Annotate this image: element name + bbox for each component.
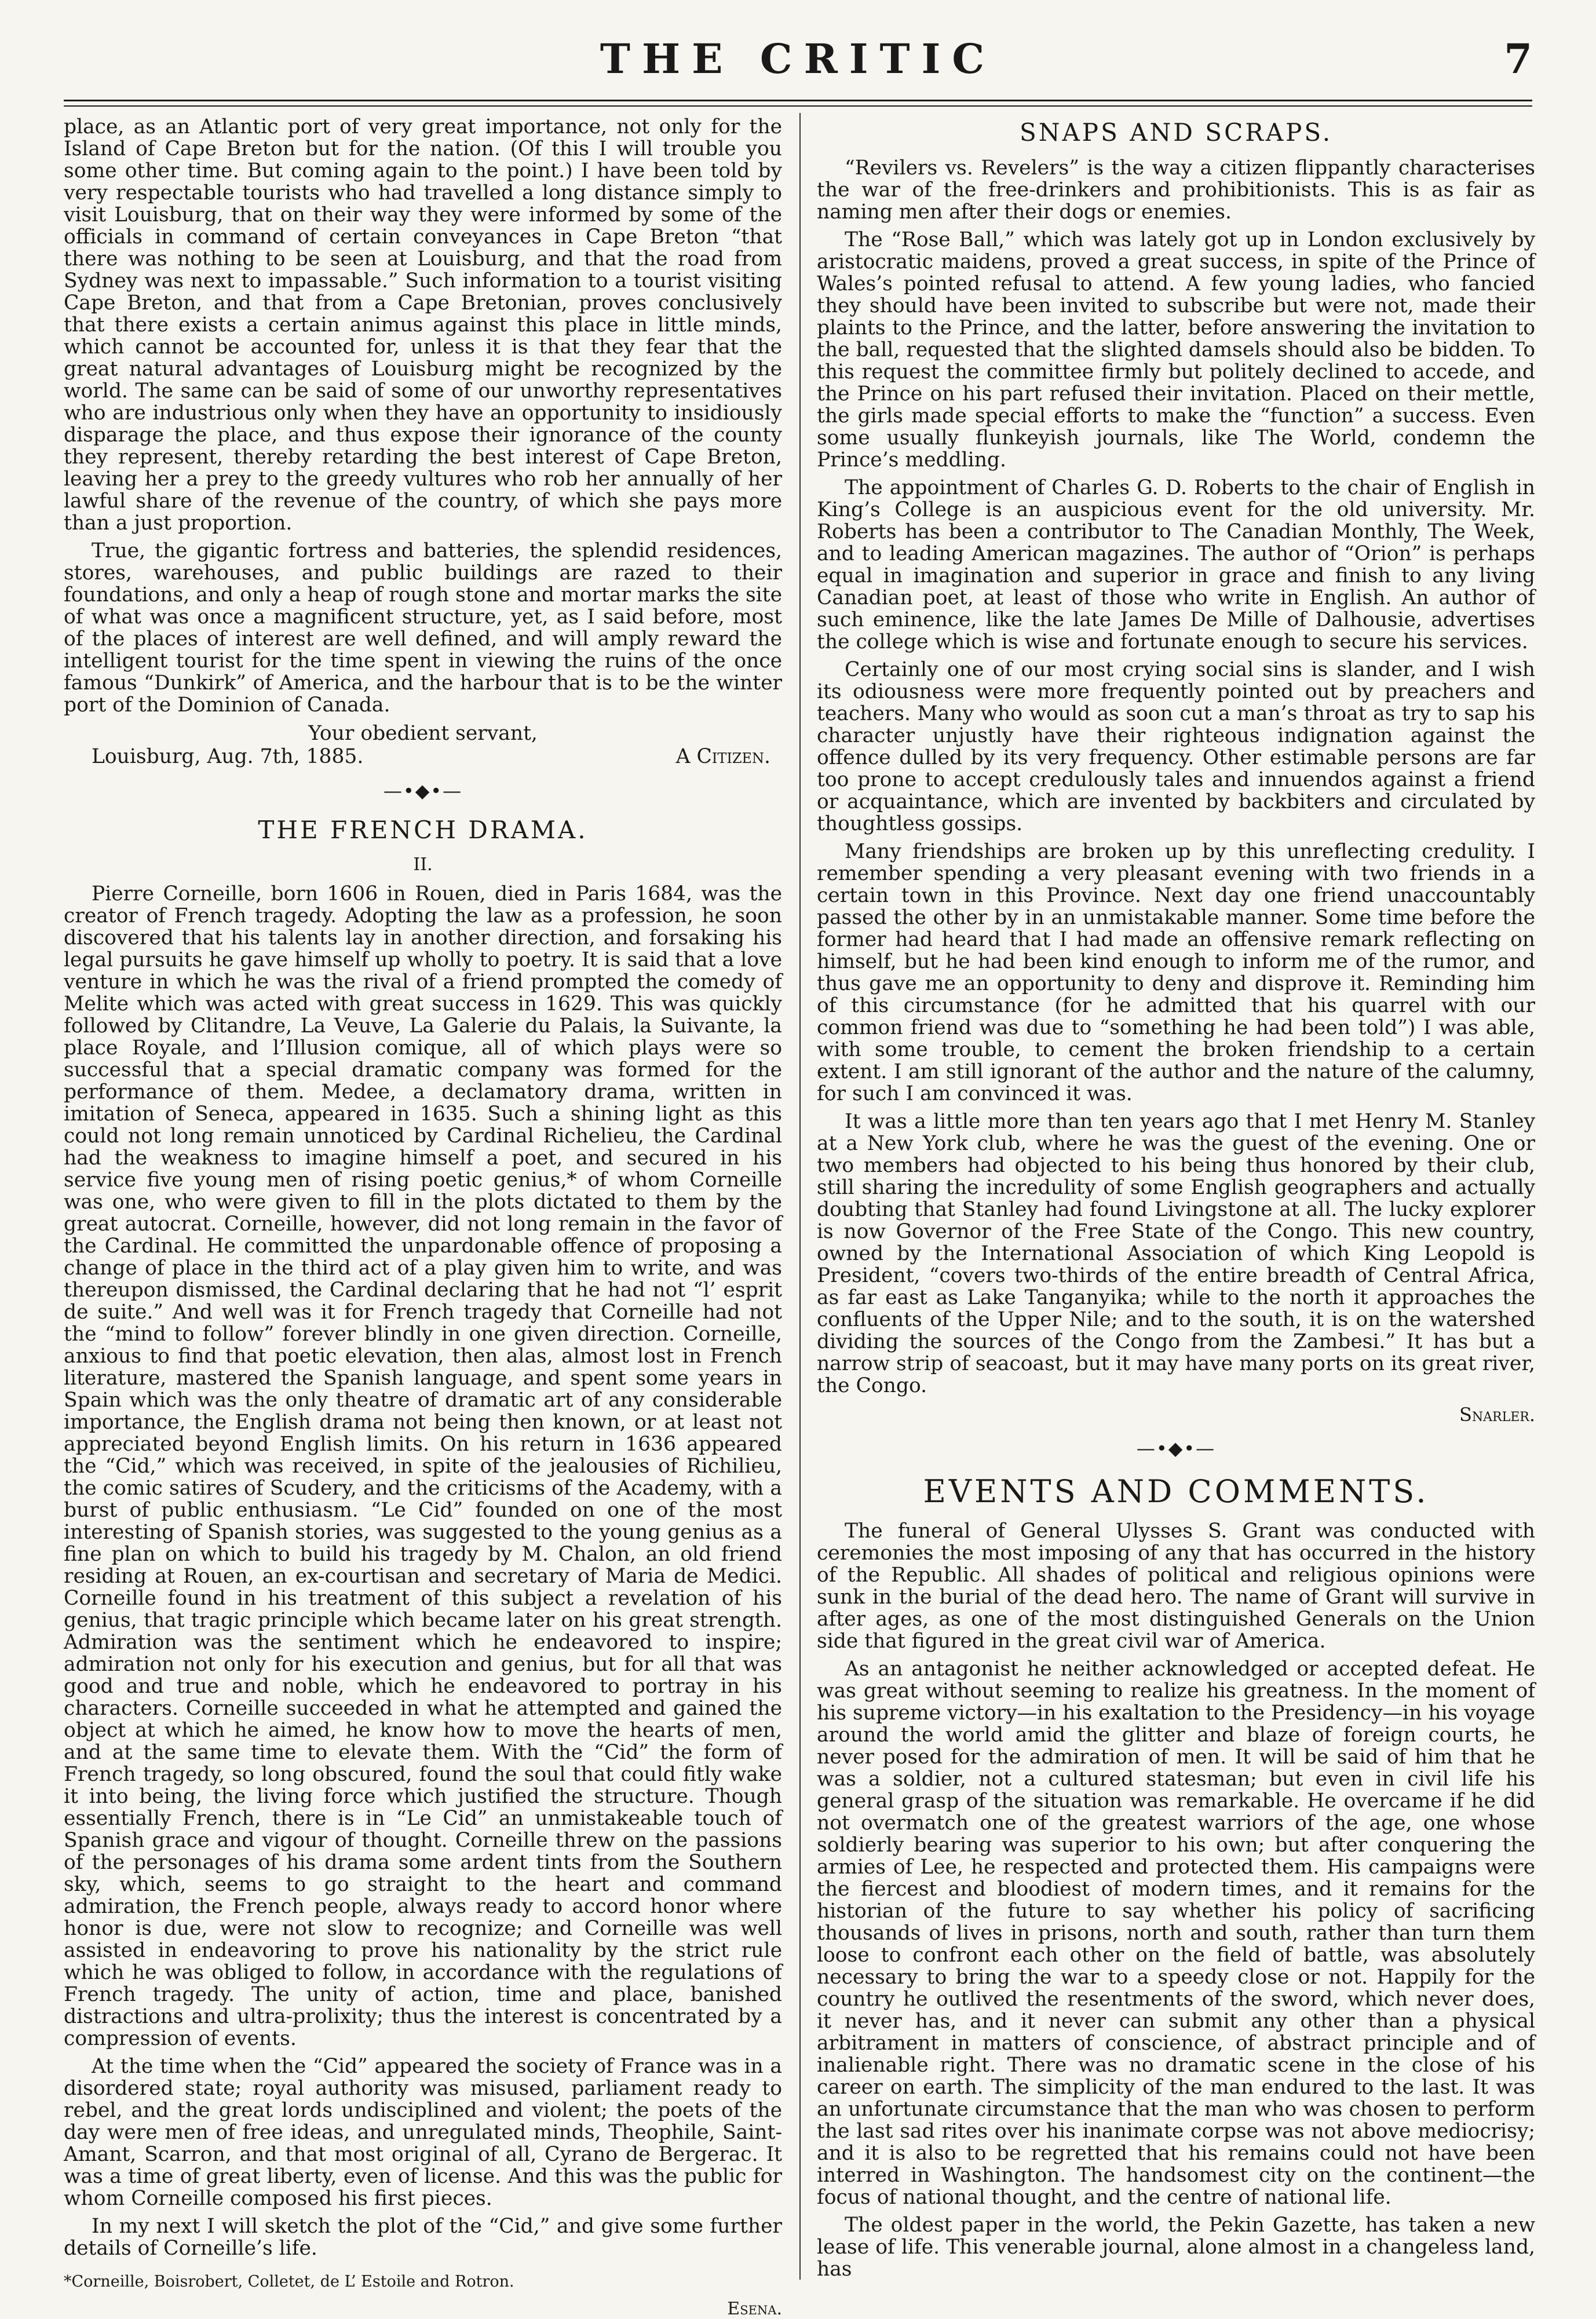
snaps-paragraph: Certainly one of our most crying social sins is slander, and I wish its odiousness were more frequently pointed out by preachers and teachers. Many who would as soon cut a man’s throat as try to sap his character unjustly have their righteous indignation against the offence dulled by its very frequency. Other estimable persons are far too prone to accept credulously tales and innuendos against a friend or acquaintance, which are invented by backbiters and circulated by thoughtless gossips.: [817, 658, 1535, 835]
snaps-signature: Snarler.: [1459, 1404, 1535, 1426]
column-divider: [799, 113, 801, 2280]
snaps-paragraph: The appointment of Charles G. D. Roberts to the chair of English in King’s College is an auspicious event for the old university. Mr. Roberts has been a contributor to The Canadian Monthly, The Week, and to leading American magazines. The author of “Orion” is perhaps equal in imagination and superior in grace and finish to any living Canadian poet, at least of those who write in English. An author of such eminence, like the late James De Mille of Dalhousie, advertises the college which is wise and fortunate enough to secure his services.: [817, 476, 1535, 653]
page-number: 7: [1504, 35, 1532, 83]
letter-closing: Your obedient servant,: [308, 722, 538, 745]
masthead: [64, 35, 1532, 98]
events-paragraph: The oldest paper in the world, the Pekin Gazette, has taken a new lease of life. This venerable journal, alone almost in a changeless land, has: [817, 2214, 1535, 2281]
drama-paragraph: At the time when the “Cid” appeared the society of France was in a disordered state; royal authority was misused, parliament ready to rebel, and the great lords undisciplined and violent; the poets of the day were men of free ideas, and unregulated minds, Theophile, Saint-Amant, Scarron, and that most original of all, Cyrano de Bergerac. It was a time of great liberty, even of license. And this was the public for whom Corneille composed his first pieces.: [64, 2055, 782, 2210]
letter-paragraph: True, the gigantic fortress and batteries, the splendid residences, stores, warehouses, and public buildings are razed to their foundations, and only a heap of rough stone and mortar marks the site of what was once a magnificent structure, yet, as I said before, most of the places of interest are well defined, and will amply reward the intelligent tourist for the time spent in viewing the ruins of the once famous “Dunkirk” of America, and the harbour that is to be the winter port of the Dominion of Canada.: [64, 539, 782, 717]
section-heading-events: EVENTS AND COMMENTS.: [923, 1473, 1429, 1510]
newspaper-title: THE CRITIC: [600, 35, 996, 83]
drama-paragraph: In my next I will sketch the plot of the “Cid,” and give some further details of Corneille’s life.: [64, 2215, 782, 2260]
events-paragraph: The funeral of General Ulysses S. Grant was conducted with ceremonies the most imposing of any that has occurred in the history of the Republic. All shades of political and religious opinions were sunk in the burial of the dead hero. The name of Grant will survive in after ages, as one of the most distinguished Generals on the Union side that figured in the great civil war of America.: [817, 1520, 1535, 1653]
section-ornament: —•◆•—: [383, 780, 463, 802]
footnote: *Corneille, Boisrobert, Colletet, de L’ Estoile and Rotron.: [64, 2273, 514, 2291]
drama-paragraph: Pierre Corneille, born 1606 in Rouen, died in Paris 1684, was the creator of French tragedy. Adopting the law as a profession, he soon discovered that his talents lay in another direction, and forsaking his legal pursuits he gave himself up wholly to poetry. It is said that a love venture in which he was the rival of a friend prompted the comedy of Melite which was acted with great success in 1629. This was quickly followed by Clitandre, La Veuve, La Galerie du Palais, la Suivante, la place Royale, and l’Illusion comique, all of which plays were so successful that a special dramatic company was formed for the performance of them. Medee, a declamatory drama, written in imitation of Seneca, appeared in 1635. Such a shining light as this could not long remain unnoticed by Cardinal Richelieu, the Cardinal had the weakness to imagine himself a poet, and secured in his service five young men of rising poetic genius,* of whom Corneille was one, who were given to fill in the plots dictated to them by the great autocrat. Corneille, however, did not long remain in the favor of the Cardinal. He committed the unpardonable offence of proposing a change of place in the third act of a play given him to write, and was thereupon dismissed, the Cardinal declaring that he had not “l’ esprit de suite.” And well was it for French tragedy that Corneille had not the “mind to follow” forever blindly in one given direction. Corneille, anxious to find that poetic elevation, then alas, almost lost in French literature, mastered the Spanish language, and spent some years in Spain which was the only theatre of dramatic art of any considerable importance, the English drama not being then known, or at least not appreciated beyond English limits. On his return in 1636 appeared the “Cid,” which was received, in spite of the jealousies of Richilieu, the comic satires of Scudery, and the criticisms of the Academy, with a burst of public enthusiasm. “Le Cid” founded on one of the most interesting of Spanish stories, was suggested to the young genius as a fine plan on which to build his tragedy by M. Chalon, an old friend residing at Rouen, an ex-courtisan and secretary of Maria de Medici. Corneille found in his treatment of this subject a revelation of his genius, that tragic principle which became later on his great strength. Admiration was the sentiment which he endeavored to inspire; admiration not only for his execution and genius, but for all that was good and true and noble, which he endeavored to portray in his characters. Corneille succeeded in what he attempted and gained the object at which he aimed, he know how to move the hearts of men, and at the same time to elevate them. With the “Cid” the form of French tragedy, so long obscured, found the soul that could fitly wake it into being, the living force which justified the structure. Though essentially French, there is in “Le Cid” an unmistakeable touch of Spanish grace and vigour of thought. Corneille threw on the passions of the personages of his drama some ardent tints from the Southern sky, which, seems to go straight to the heart and command admiration, the French people, always ready to accord honor where honor is due, were not slow to recognize; and Corneille was well assisted in endeavoring to prove his nationality by the strict rule which he was obliged to follow, in accordance with the regulations of French tragedy. The unity of action, time and place, banished distractions and ultra-prolixity; thus the interest is concentrated by a compression of events.: [64, 882, 782, 2050]
snaps-paragraph: Many friendships are broken up by this unreflecting credulity. I remember spending a very pleasant evening with two friends in a certain town in this Province. Next day one friend unaccountably passed the other by in an unmistakable manner. Some time before the former had heard that I had made an offensive remark reflecting on himself, but he had been kind enough to inform me of the rumor, and thus gave me an opportunity to deny and disprove it. Reminding him of this circumstance (for he admitted that his quarrel with our common friend was due to “something he had been told”) I was able, with some trouble, to cement the broken friendship to a certain extent. I am still ignorant of the author and the nature of the calumny, for such I am convinced it was.: [817, 840, 1535, 1105]
masthead-rule-thin: [64, 105, 1532, 107]
letter-signoff: [64, 745, 782, 768]
masthead-rule: [64, 100, 1532, 101]
drama-signature: Esena.: [727, 2299, 782, 2319]
snaps-paragraph: The “Rose Ball,” which was lately got up in London exclusively by aristocratic maidens, proved a great success, in spite of the Prince of Wales’s pointed refusal to attend. A few young ladies, who fancied they should have been invited to subscribe but were not, made their plaints to the Prince, and the latter, before answering the invitation to the ball, requested that the slighted damsels should also be bidden. To this request the committee firmly but politely declined to accede, and the Prince on his part refused their invitation. Placed on their mettle, the girls made special efforts to make the “function” a success. Even some usually flunkeyish journals, like The World, condemn the Prince’s meddling.: [817, 228, 1535, 472]
letter-signature: A Citizen.: [675, 745, 770, 768]
section-heading-french-drama: THE FRENCH DRAMA.: [258, 816, 588, 844]
letter-paragraph: place, as an Atlantic port of very great importance, not only for the Island of Cape Breton but for the nation. (Of this I will trouble you some other time. But coming again to the point.) I have been told by very respectable tourists who had travelled a long distance simply to visit Louisburg, that on their way they were informed by some of the officials in command of certain conveyances in Cape Breton “that there was nothing to be seen at Louisburg, and that the road from Sydney was next to impassable.” Such information to a tourist visiting Cape Breton, and that from a Cape Bretonian, proves conclusively that there exists a certain animus against this place in little minds, which cannot be accounted for, unless it is that they fear that the great natural advantages of Louisburg might be recognized by the world. The same can be said of some of our unworthy representatives who are industrious only when they have an opportunity to insidiously disparage the place, and thus expose their ignorance of the county they represent, thereby retarding the best interest of Cape Breton, leaving her a prey to the greedy vultures who rob her annually of her lawful share of the revenue of the country, of which she pays more than a just proportion.: [64, 115, 782, 535]
part-number: II.: [413, 854, 433, 875]
snaps-paragraph: It was a little more than ten years ago that I met Henry M. Stanley at a New York club, where he was the guest of the evening. One or two members had objected to his being thus honored by their club, still sharing the incredulity of some English geographers and actually doubting that Stanley had found Livingstone at all. The lucky explorer is now Governor of the Free State of the Congo. This new country, owned by the International Association of which King Leopold is President, “covers two-thirds of the entire breadth of Central Africa, as far east as Lake Tanganyika; while to the north it approaches the confluents of the Upper Nile; and to the south, it is on the watershed dividing the sources of the Congo from the Zambesi.” It has but a narrow strip of seacoast, but it may have many ports on its great river, the Congo.: [817, 1110, 1535, 1397]
events-paragraph: As an antagonist he neither acknowledged or accepted defeat. He was great without seeming to realize his greatness. In the moment of his supreme victory—in his exaltation to the Presidency—in his voyage around the world amid the glitter and blaze of foreign courts, he never posed for the admiration of men. It will be said of him that he was a soldier, not a cultured statesman; but even in civil life his general grasp of the situation was remarkable. He overcame if he did not overmatch one of the greatest warriors of the age, one whose soldierly bearing was superior to his own; but after conquering the armies of Lee, he respected and protected them. His campaigns were the fiercest and bloodiest of modern times, and it remains for the historian of the future to say whether his policy of sacrificing thousands of lives in prisons, north and south, rather than turn them loose to confront each other on the field of battle, was absolutely necessary to bring the war to a speedy close or not. Happily for the country he outlived the resentments of the sword, which never does, it never has, and it never can submit any other than a physical arbitrament in matters of conscience, of abstract principle and of inalienable right. There was no dramatic scene in the close of his career on earth. The simplicity of the man endured to the last. It was an unfortunate circumstance that the man who was chosen to perform the last sad rites over his inanimate corpse was not above mediocrisy; and it is also to be regretted that his remains could not have been interred in Washington. The handsomest city on the continent—the focus of national thought, and the centre of national life.: [817, 1657, 1535, 2209]
drama-signoff: [64, 2299, 782, 2319]
letter-place-date: Louisburg, Aug. 7th, 1885.: [92, 745, 364, 768]
section-heading-snaps: SNAPS AND SCRAPS.: [1019, 118, 1333, 147]
snaps-paragraph: “Revilers vs. Revelers” is the way a citizen flippantly characterises the war of the free-drinkers and prohibitionists. This is as fair as naming men after their dogs or enemies.: [817, 156, 1535, 224]
section-ornament: —•◆•—: [1136, 1437, 1216, 1459]
left-column: [64, 116, 782, 2319]
right-column: [817, 116, 1535, 2286]
